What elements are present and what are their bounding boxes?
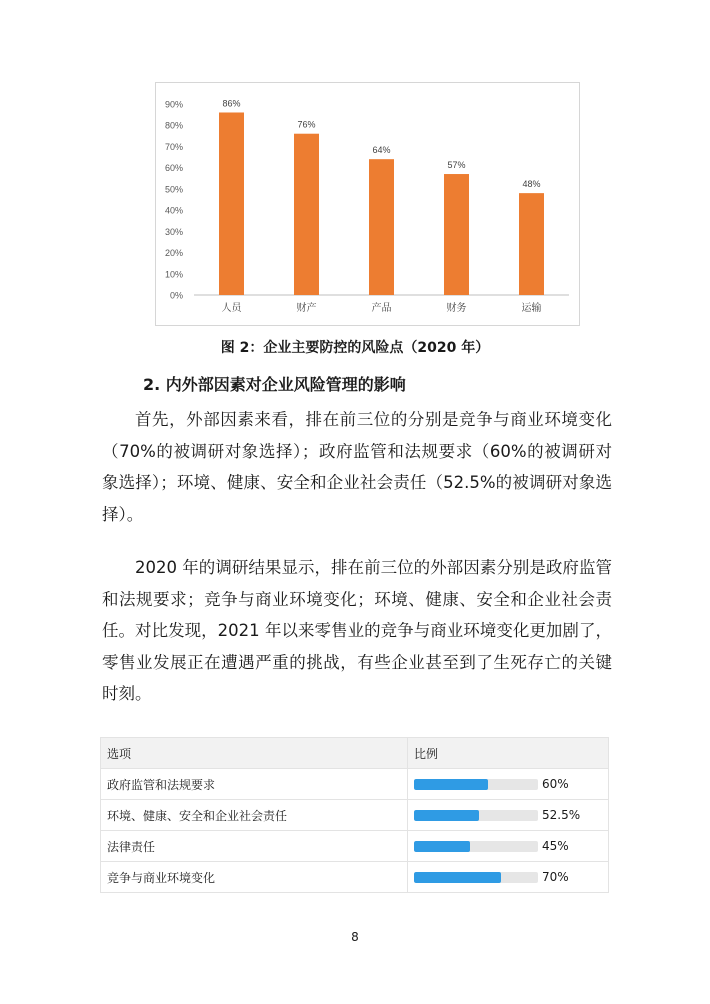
- figure-caption: 图 2：企业主要防控的风险点（2020 年）: [220, 340, 490, 356]
- paragraph-1: 首先，外部因素来看，排在前三位的分别是竞争与商业环境变化（70%的被调研对象选择）；政府监管和法规要求（60%的被调研对象选择）；环境、健康、安全和企业社会责任（52.5%的被调研对象选择）。: [102, 410, 612, 524]
- risk-points-chart: [155, 82, 580, 326]
- header-ratio: 比例: [408, 738, 609, 769]
- data-label: 76%: [297, 119, 316, 130]
- ratio-bar-track: [414, 779, 538, 790]
- y-tick-label: 30%: [164, 226, 183, 237]
- y-tick-label: 80%: [164, 120, 183, 131]
- ratio-bar-fill: [414, 810, 479, 821]
- section-title: 2. 内外部因素对企业风险管理的影响: [143, 375, 406, 394]
- page-number: 8: [351, 930, 359, 944]
- table-header-row: [101, 738, 609, 769]
- ratio-percent: 60%: [542, 777, 569, 791]
- y-tick-label: 20%: [164, 248, 183, 259]
- y-tick-label: 10%: [164, 269, 183, 280]
- y-tick-label: 90%: [164, 99, 183, 110]
- ratio-percent: 70%: [542, 870, 569, 884]
- y-tick-label: 50%: [164, 184, 183, 195]
- bar-人员: [219, 112, 244, 295]
- ratio-percent: 45%: [542, 839, 569, 853]
- y-tick-label: 60%: [164, 163, 183, 174]
- bar-财务: [444, 174, 469, 295]
- bar-运输: [519, 193, 544, 295]
- option-label: 竞争与商业环境变化: [101, 862, 408, 893]
- y-tick-label: 70%: [164, 141, 183, 152]
- ratio-bar-wrap: [414, 870, 602, 884]
- ratio-bar-track: [414, 841, 538, 852]
- table-row: [101, 862, 609, 893]
- y-tick-label: 0%: [169, 290, 183, 301]
- y-tick-label: 40%: [164, 205, 183, 216]
- category-label: 财务: [446, 303, 467, 314]
- data-label: 48%: [522, 179, 541, 190]
- ratio-cell: [408, 800, 609, 831]
- data-label: 57%: [447, 160, 466, 171]
- data-label: 64%: [372, 145, 391, 156]
- ratio-bar-fill: [414, 872, 501, 883]
- ratio-bar-track: [414, 810, 538, 821]
- paragraph-2: 2020 年的调研结果显示，排在前三位的外部因素分别是政府监管和法规要求；竞争与商业环境变化；环境、健康、安全和企业社会责任。对比发现，2021 年以来零售业的竞争与商业环境变化更加剧了，零售业发展正在遭遇严重的挑战，有些企业甚至到了生死存亡的关键时刻。: [102, 558, 612, 703]
- option-label: 环境、健康、安全和企业社会责任: [101, 800, 408, 831]
- options-table: [100, 737, 609, 893]
- ratio-percent: 52.5%: [542, 808, 581, 822]
- header-option: 选项: [101, 738, 408, 769]
- ratio-bar-wrap: [414, 808, 602, 822]
- ratio-cell: [408, 769, 609, 800]
- table-row: [101, 831, 609, 862]
- ratio-bar-wrap: [414, 839, 602, 853]
- ratio-cell: [408, 831, 609, 862]
- chart-svg: [156, 83, 579, 325]
- ratio-bar-fill: [414, 779, 488, 790]
- table-row: [101, 769, 609, 800]
- option-label: 政府监管和法规要求: [101, 769, 408, 800]
- table-row: [101, 800, 609, 831]
- ratio-bar-track: [414, 872, 538, 883]
- data-label: 86%: [222, 98, 241, 109]
- category-label: 人员: [221, 303, 242, 314]
- ratio-cell: [408, 862, 609, 893]
- bar-产品: [369, 159, 394, 295]
- bar-财产: [294, 134, 319, 295]
- ratio-bar-fill: [414, 841, 470, 852]
- category-label: 产品: [371, 303, 392, 314]
- option-label: 法律责任: [101, 831, 408, 862]
- ratio-bar-wrap: [414, 777, 602, 791]
- category-label: 运输: [521, 303, 542, 314]
- category-label: 财产: [296, 303, 317, 314]
